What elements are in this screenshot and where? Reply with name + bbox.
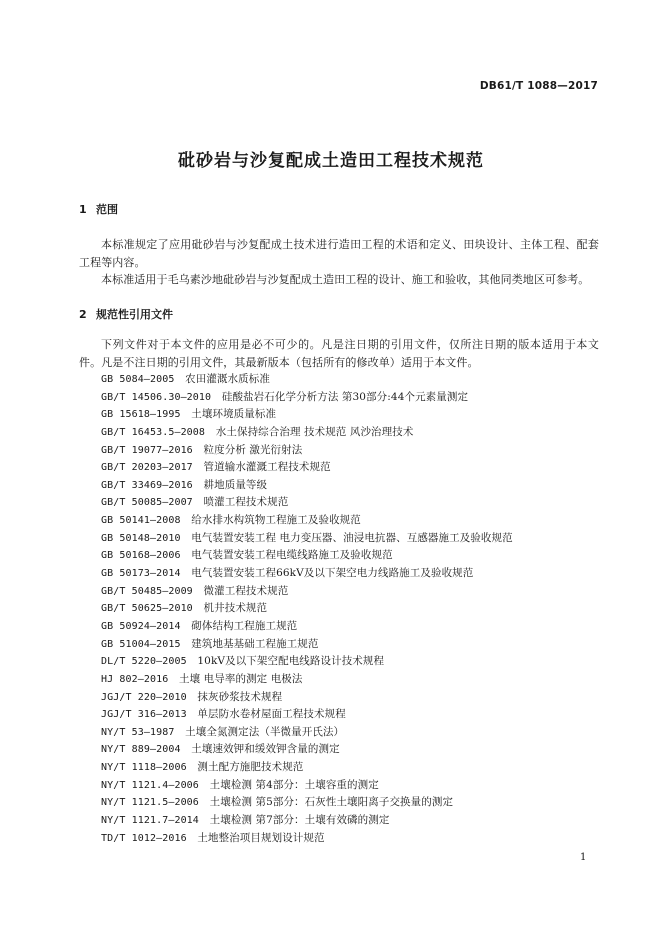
reference-code: NY/T 889—2004 bbox=[101, 744, 181, 756]
reference-title: 土地整治项目规划设计规范 bbox=[197, 831, 325, 844]
reference-title: 水土保持综合治理 技术规范 风沙治理技术 bbox=[215, 425, 414, 438]
reference-code: NY/T 1118—2006 bbox=[101, 762, 187, 774]
reference-code: JGJ/T 316—2013 bbox=[101, 709, 187, 721]
references-intro-paragraph: 下列文件对于本文件的应用是必不可少的。凡是注日期的引用文件，仅所注日期的版本适用于本文件。凡是不注日期的引用文件，其最新版本（包括所有的修改单）适用于本文件。 bbox=[79, 338, 599, 369]
reference-title: 硅酸盐岩石化学分析方法 第30部分:44个元素量测定 bbox=[221, 390, 469, 403]
reference-item bbox=[101, 424, 513, 442]
reference-item bbox=[101, 812, 513, 830]
reference-item bbox=[101, 530, 513, 548]
reference-code: NY/T 1121.4—2006 bbox=[101, 779, 199, 791]
reference-item bbox=[101, 706, 513, 724]
section-number: 1 bbox=[79, 203, 87, 216]
reference-title: 电气装置安装工程 电力变压器、油浸电抗器、互感器施工及验收规范 bbox=[191, 531, 513, 544]
reference-item bbox=[101, 830, 513, 848]
reference-code: GB/T 20203—2017 bbox=[101, 462, 193, 474]
reference-title: 耕地质量等级 bbox=[203, 478, 268, 491]
reference-code: GB/T 16453.5—2008 bbox=[101, 426, 206, 438]
reference-code: GB 51004—2015 bbox=[101, 638, 181, 650]
section-heading-normative-references bbox=[79, 306, 173, 322]
reference-title: 管道输水灌溉工程技术规范 bbox=[203, 461, 331, 474]
reference-code: HJ 802—2016 bbox=[101, 673, 169, 685]
reference-item bbox=[101, 777, 513, 795]
reference-item bbox=[101, 389, 513, 407]
reference-item bbox=[101, 547, 513, 565]
reference-code: NY/T 1121.7—2014 bbox=[101, 815, 199, 827]
reference-title: 土壤检测 第4部分：土壤容重的测定 bbox=[209, 778, 379, 791]
reference-title: 粒度分析 激光衍射法 bbox=[203, 443, 303, 456]
reference-title: 单层防水卷材屋面工程技术规程 bbox=[197, 708, 346, 721]
reference-item bbox=[101, 671, 513, 689]
reference-item bbox=[101, 794, 513, 812]
reference-title: 给水排水构筑物工程施工及验收规范 bbox=[191, 514, 361, 527]
reference-title: 土壤 电导率的测定 电极法 bbox=[179, 672, 303, 685]
reference-list bbox=[101, 371, 513, 847]
reference-item bbox=[101, 512, 513, 530]
reference-title: 砌体结构工程施工规范 bbox=[191, 619, 298, 632]
reference-title: 微灌工程技术规范 bbox=[203, 584, 289, 597]
reference-title: 土壤全氮测定法（半微量开氏法） bbox=[185, 725, 345, 738]
reference-item bbox=[101, 600, 513, 618]
reference-code: GB 5084—2005 bbox=[101, 374, 175, 385]
reference-item bbox=[101, 583, 513, 601]
section-number: 2 bbox=[79, 308, 87, 321]
document-title: 砒砂岩与沙复配成土造田工程技术规范 bbox=[178, 151, 484, 171]
reference-code: GB 50173—2014 bbox=[101, 568, 181, 580]
section-heading-scope bbox=[79, 201, 118, 217]
reference-code: GB/T 50085—2007 bbox=[101, 497, 193, 509]
scope-paragraph-1: 本标准规定了应用砒砂岩与沙复配成土技术进行造田工程的术语和定义、田块设计、主体工程、配套工程等内容。 bbox=[79, 238, 599, 269]
reference-item bbox=[101, 459, 513, 477]
reference-item bbox=[101, 565, 513, 583]
reference-code: GB/T 14506.30—2010 bbox=[101, 391, 212, 403]
standard-code: DB61/T 1088—2017 bbox=[479, 80, 598, 92]
reference-item bbox=[101, 724, 513, 742]
reference-title: 喷灌工程技术规范 bbox=[203, 496, 289, 509]
reference-item bbox=[101, 618, 513, 636]
reference-title: 土壤检测 第7部分：土壤有效磷的测定 bbox=[209, 814, 390, 827]
reference-code: NY/T 53—1987 bbox=[101, 726, 175, 738]
reference-code: DL/T 5220—2005 bbox=[101, 656, 187, 668]
scope-paragraph-2: 本标准适用于毛乌素沙地砒砂岩与沙复配成土造田工程的设计、施工和验收，其他同类地区可参考。 bbox=[101, 273, 590, 286]
reference-code: GB 50924—2014 bbox=[101, 620, 181, 632]
reference-item bbox=[101, 741, 513, 759]
reference-code: TD/T 1012—2016 bbox=[101, 832, 187, 844]
reference-item bbox=[101, 653, 513, 671]
reference-title: 土壤检测 第5部分：石灰性土壤阳离子交换量的测定 bbox=[209, 796, 454, 809]
reference-title: 10kV及以下架空配电线路设计技术规程 bbox=[197, 655, 385, 668]
page-number: 1 bbox=[580, 852, 587, 863]
reference-code: GB/T 19077—2016 bbox=[101, 444, 193, 456]
reference-item bbox=[101, 371, 513, 389]
reference-code: GB/T 50625—2010 bbox=[101, 603, 193, 615]
reference-item bbox=[101, 759, 513, 777]
reference-title: 电气装置安装工程电缆线路施工及验收规范 bbox=[191, 549, 393, 562]
section-title: 规范性引用文件 bbox=[96, 308, 173, 321]
section-title: 范围 bbox=[96, 203, 118, 216]
reference-title: 机井技术规范 bbox=[203, 602, 268, 615]
reference-item bbox=[101, 689, 513, 707]
reference-title: 建筑地基基础工程施工规范 bbox=[191, 637, 319, 650]
reference-code: GB 15618—1995 bbox=[101, 409, 181, 421]
reference-item bbox=[101, 494, 513, 512]
reference-item bbox=[101, 406, 513, 424]
reference-title: 土壤速效钾和缓效钾含量的测定 bbox=[191, 743, 340, 756]
reference-title: 测土配方施肥技术规范 bbox=[197, 761, 304, 774]
reference-code: GB 50168—2006 bbox=[101, 550, 181, 562]
reference-code: GB/T 33469—2016 bbox=[101, 479, 193, 491]
reference-title: 电气装置安装工程66kV及以下架空电力线路施工及验收规范 bbox=[191, 567, 474, 580]
reference-item bbox=[101, 442, 513, 460]
reference-title: 土壤环境质量标准 bbox=[191, 408, 277, 421]
reference-item bbox=[101, 636, 513, 654]
reference-title: 农田灌溉水质标准 bbox=[185, 373, 270, 385]
reference-code: GB/T 50485—2009 bbox=[101, 585, 193, 597]
reference-code: NY/T 1121.5—2006 bbox=[101, 797, 199, 809]
reference-item bbox=[101, 477, 513, 495]
reference-code: GB 50148—2010 bbox=[101, 532, 181, 544]
reference-code: GB 50141—2008 bbox=[101, 515, 181, 527]
reference-title: 抹灰砂浆技术规程 bbox=[197, 690, 283, 703]
reference-code: JGJ/T 220—2010 bbox=[101, 691, 187, 703]
